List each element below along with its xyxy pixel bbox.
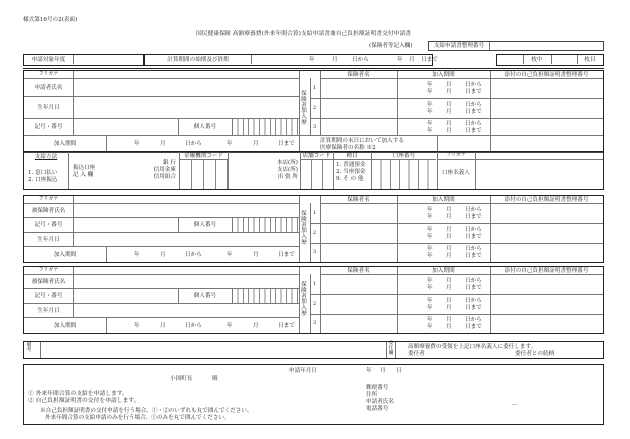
enroll-period-label: 加入期間 (53, 252, 77, 258)
i2r1-d2: 日まで (465, 285, 482, 291)
enroll-period-label: 加入期間 (53, 141, 77, 147)
i1r2-m2: 月 (446, 234, 452, 240)
insured1-name-field[interactable] (74, 204, 298, 217)
hr2-m2: 月 (446, 109, 452, 115)
fiscal-year-field[interactable] (74, 55, 142, 64)
branch-type-office[interactable]: 出 張 所 (277, 174, 298, 180)
holder-furigana-label: フリガナ (446, 152, 466, 158)
hr2-y1: 年 (427, 102, 433, 108)
account-type-label: 種目 (346, 153, 358, 159)
cert-col-header: 添付の自己負担額証明書整理番号 (504, 197, 589, 203)
transfer-account-label-1: 振込口座 (73, 165, 96, 171)
account-holder-label: 口座名義人 (442, 170, 470, 176)
i1r1-m2: 月 (446, 214, 452, 220)
cert-col-header: 添付の自己負担額証明書整理番号 (504, 268, 589, 274)
application-date-year: 年 (366, 368, 372, 374)
institution-code-field[interactable] (180, 160, 228, 189)
ep-to-month: 月 (253, 141, 259, 147)
i2r2-m1: 月 (446, 298, 452, 304)
branch-code-label: 店舗コード (302, 153, 331, 159)
note-line-2: 外来年間合算の支給申請のみを行う場合、①のみを丸で囲んでください。 (45, 415, 230, 421)
insured-name-label: 被保険者氏名 (31, 208, 66, 214)
insured1-furigana-field[interactable] (74, 196, 298, 203)
divider (24, 135, 299, 136)
bank-type-credit-union[interactable]: 信用組合 (153, 174, 176, 180)
applicant-personal-no-field[interactable] (233, 119, 298, 135)
insured1-symbol-field[interactable] (74, 218, 178, 232)
history-row-no: 3 (313, 124, 317, 130)
divider (310, 78, 311, 136)
ep-from-year: 年 (134, 323, 140, 329)
history-row-no: 3 (313, 320, 317, 326)
i1r2-m1: 月 (446, 227, 452, 233)
hr1-m2: 月 (446, 89, 452, 95)
payment-option-transfer[interactable]: 2. 口座振込 (28, 177, 58, 183)
ep-from-year: 年 (134, 141, 140, 147)
payment-option-counter[interactable]: 1. 窓口払い (28, 170, 58, 176)
branch-type-main[interactable]: 本店(所) (276, 160, 298, 166)
receipt-number-box (428, 41, 604, 51)
history-row-no: 3 (313, 249, 317, 255)
calc-period-label: 計算期間の始期及び終期 (167, 57, 229, 63)
i2r2-y1: 年 (427, 298, 433, 304)
address-label: 住所 (366, 392, 378, 398)
i2r1-y2: 年 (427, 285, 433, 291)
transfer-account-label-2: 記 入 欄 (73, 172, 94, 178)
hr2-d2: 日まで (465, 109, 482, 115)
ep-from-day: 日から (185, 323, 202, 329)
insurer-col-header: 保険者名 (347, 72, 370, 78)
period-col-header: 加入期間 (432, 268, 455, 274)
remarks-field[interactable] (41, 342, 385, 358)
divider (310, 314, 603, 315)
sheet-index-label: 枚目 (584, 57, 596, 63)
bank-type-shinkin[interactable]: 信用金庫 (153, 167, 176, 173)
i1r3-d1: 日から (465, 246, 482, 252)
divider (24, 246, 299, 247)
history-side-label: 保険者加入歴 (301, 282, 307, 317)
ep-to-year: 年 (227, 323, 233, 329)
divider (310, 294, 603, 295)
period-from-day: 日から (352, 57, 369, 63)
section-divider (23, 68, 604, 69)
furigana-label: フリガナ (38, 71, 59, 77)
phone-label: 電話番号 (366, 406, 389, 412)
personal-no-label: 個人番号 (193, 293, 217, 299)
divider (490, 196, 491, 262)
bank-type-bank[interactable]: 銀 行 (163, 160, 176, 166)
i2r3-d2: 日まで (465, 324, 482, 330)
honorific: 殿 (212, 376, 218, 382)
divider (106, 135, 107, 151)
account-type-ordinary[interactable]: 1. 普通預金 (336, 162, 366, 168)
divider (310, 243, 603, 244)
account-number-label: 口座番号 (392, 153, 416, 159)
history-row-no: 1 (313, 281, 317, 287)
apply-item-1[interactable]: ① 外来年間合算の支給を申請します。 (28, 391, 128, 397)
ep-to-month: 月 (253, 323, 259, 329)
applicant-dob-label: 生年月日 (37, 105, 60, 111)
furigana-label: フリガナ (38, 196, 59, 202)
address-field[interactable] (392, 391, 592, 398)
branch-code-field[interactable] (301, 160, 333, 189)
hr3-m1: 月 (446, 121, 452, 127)
divider (320, 71, 321, 136)
divider (228, 152, 229, 189)
i1r1-d2: 日まで (465, 214, 482, 220)
end-insurer-name-field[interactable] (438, 136, 603, 151)
period-to-month: 月 (409, 57, 415, 63)
hr2-y2: 年 (427, 109, 433, 115)
divider (310, 203, 311, 262)
hr3-m2: 月 (446, 128, 452, 134)
insurer-col-header: 保険者名 (347, 268, 370, 274)
ep-from-day: 日から (185, 252, 202, 258)
end-insurer-note-1: 計算期間の末日において加入する (320, 138, 404, 144)
form-number: 様式第16号の2(表面) (23, 17, 78, 23)
i1r1-m1: 月 (446, 207, 452, 213)
applicant-name-footer-label: 申請者氏名 (366, 399, 394, 405)
calc-period-box (144, 54, 438, 66)
applicant-symbol-field[interactable] (74, 119, 178, 135)
hr3-y2: 年 (427, 128, 433, 134)
ep-from-month: 月 (160, 323, 166, 329)
divider (310, 223, 603, 224)
delegator-label: 委任者 (408, 351, 425, 357)
delegation-label: 委任欄 (388, 341, 394, 356)
enroll-period-label: 加入期間 (53, 323, 77, 329)
sheet-index-field[interactable] (552, 55, 577, 64)
i1r3-y2: 年 (427, 253, 433, 259)
history-side-label: 保険者加入歴 (301, 91, 307, 126)
account-number-field[interactable] (372, 160, 437, 189)
note-line-1: ※自己負担額証明書の交付申請を行う場合、①・②のいずれも丸で囲んでください。 (40, 408, 253, 414)
hr1-m1: 月 (446, 82, 452, 88)
i1r2-d1: 日から (465, 227, 482, 233)
payment-method-label: 支給方法 (34, 154, 58, 160)
application-date-day: 日 (396, 368, 402, 374)
form-title: 国民健康保険 高額療養費(外来年間合算)支給申請書兼自己負担額証明書交付申請書 (196, 31, 412, 37)
ep-from-year: 年 (134, 252, 140, 258)
holder-furigana-field[interactable] (476, 152, 603, 159)
sheet-total-field[interactable] (497, 55, 523, 64)
applicant-name-field[interactable] (74, 79, 298, 96)
ep-to-year: 年 (227, 252, 233, 258)
applicant-dob-field[interactable] (74, 97, 298, 118)
i2r2-d1: 日から (465, 298, 482, 304)
institution-code-label: 金融機関コード (183, 153, 224, 159)
i2r1-d1: 日から (465, 278, 482, 284)
i1r1-y2: 年 (427, 214, 433, 220)
period-from-month: 月 (332, 57, 338, 63)
divider (310, 98, 603, 99)
i1r2-y1: 年 (427, 227, 433, 233)
insured-dob-label: 生年月日 (37, 308, 60, 314)
divider (490, 267, 491, 333)
account-type-current[interactable]: 2. 当座預金 (336, 169, 366, 175)
fiscal-year-box (23, 54, 144, 66)
personal-no-label: 個人番号 (193, 124, 217, 130)
hr3-y1: 年 (427, 121, 433, 127)
i1r1-y1: 年 (427, 207, 433, 213)
fiscal-year-label: 申請対象年度 (31, 57, 66, 63)
insured2-personal-no-field[interactable] (233, 289, 298, 303)
divider (320, 196, 321, 262)
hr3-d1: 日から (465, 121, 482, 127)
ep-to-year: 年 (227, 141, 233, 147)
ep-to-day: 日まで (278, 141, 295, 147)
period-col-header: 加入期間 (432, 72, 455, 78)
cert-col-header: 添付の自己負担額証明書整理番号 (504, 72, 589, 78)
divider (320, 267, 321, 333)
history-side-label: 保険者加入歴 (301, 211, 307, 246)
divider (106, 246, 107, 262)
ep-from-month: 月 (160, 141, 166, 147)
insured2-symbol-field[interactable] (74, 289, 178, 303)
end-insurer-note-2: 医療保険者の名称 ※2 (320, 145, 376, 151)
receipt-number-label: 支給申請書整理番号 (433, 43, 485, 49)
postal-dash: — (512, 402, 518, 408)
insurer-note: (保険者等記入欄) (369, 43, 413, 49)
i1r3-m2: 月 (446, 253, 452, 259)
insured2-furigana-field[interactable] (74, 267, 298, 274)
apply-item-2[interactable]: ② 自己負担額証明書の交付を申請します。 (28, 398, 140, 404)
phone-field[interactable] (392, 405, 592, 412)
remarks-label: 備考 (26, 342, 32, 354)
applicant-name-label: 申請者氏名 (34, 85, 63, 91)
insured1-personal-no-field[interactable] (233, 218, 298, 232)
i1r2-y2: 年 (427, 234, 433, 240)
period-to-year: 年 (397, 57, 403, 63)
divider (310, 118, 603, 119)
i2r2-m2: 月 (446, 305, 452, 311)
i2r3-m1: 月 (446, 317, 452, 323)
i1r3-y1: 年 (427, 246, 433, 252)
delegator-field[interactable] (426, 350, 511, 357)
i1r3-m1: 月 (446, 246, 452, 252)
i2r3-y1: 年 (427, 317, 433, 323)
divider (24, 317, 299, 318)
applicant-symbol-label: 記号・番号 (34, 124, 63, 130)
ep-to-month: 月 (253, 252, 259, 258)
relation-label: 委任者との続柄 (515, 351, 555, 357)
addressee: 小国町長 (170, 376, 193, 382)
hr3-d2: 日まで (465, 128, 482, 134)
history-row-no: 2 (313, 230, 317, 236)
hr1-d2: 日まで (465, 89, 482, 95)
divider (397, 196, 398, 262)
history-row-no: 1 (313, 85, 317, 91)
i2r3-m2: 月 (446, 324, 452, 330)
hr1-y2: 年 (427, 89, 433, 95)
period-col-header: 加入期間 (432, 197, 455, 203)
personal-no-label: 個人番号 (193, 222, 217, 228)
i2r2-d2: 日まで (465, 305, 482, 311)
hr2-m1: 月 (446, 102, 452, 108)
ep-to-day: 日まで (278, 323, 295, 329)
history-row-no: 1 (313, 210, 317, 216)
i1r3-d2: 日まで (465, 253, 482, 259)
hr1-y1: 年 (427, 82, 433, 88)
divider (68, 152, 69, 189)
divider (397, 71, 398, 136)
history-row-no: 2 (313, 105, 317, 111)
period-to-day: 日まで (421, 57, 438, 63)
applicant-name-footer-field[interactable] (395, 398, 505, 405)
branch-type-branch[interactable]: 支店(所) (276, 167, 298, 173)
postal-code-field[interactable] (392, 384, 492, 391)
insured-symbol-label: 記号・番号 (34, 293, 63, 299)
hr1-d1: 日から (465, 82, 482, 88)
i2r1-m2: 月 (446, 285, 452, 291)
account-holder-field[interactable] (476, 160, 603, 189)
i2r2-y2: 年 (427, 305, 433, 311)
sheet-count-box (496, 54, 604, 66)
receipt-number-field[interactable] (490, 42, 602, 50)
delegation-text: 高額療養費の受領を上記口座名義人に委任します。 (408, 344, 537, 350)
application-date-label: 申請年月日 (289, 368, 317, 374)
postal-code-label: 郵便番号 (366, 385, 389, 391)
divider (397, 267, 398, 333)
history-row-no: 2 (313, 301, 317, 307)
ep-from-day: 日から (185, 141, 202, 147)
insured-name-label: 被保険者氏名 (31, 279, 66, 285)
i1r1-d1: 日から (465, 207, 482, 213)
insured2-name-field[interactable] (74, 275, 298, 288)
application-date-month: 月 (380, 368, 386, 374)
i2r3-d1: 日から (465, 317, 482, 323)
i2r3-y2: 年 (427, 324, 433, 330)
divider (106, 317, 107, 333)
divider (310, 274, 311, 333)
period-from-year: 年 (309, 57, 315, 63)
insured-dob-label: 生年月日 (37, 237, 60, 243)
divider (395, 342, 396, 358)
account-type-other[interactable]: 9. そ の 他 (336, 176, 364, 182)
ep-to-day: 日まで (278, 252, 295, 258)
i2r1-y1: 年 (427, 278, 433, 284)
furigana-label: フリガナ (38, 267, 59, 273)
insurer-col-header: 保険者名 (347, 197, 370, 203)
applicant-furigana-field[interactable] (74, 71, 298, 78)
insured2-dob-field[interactable] (74, 304, 298, 317)
i1r2-d2: 日まで (465, 234, 482, 240)
hr2-d1: 日から (465, 102, 482, 108)
insured-symbol-label: 記号・番号 (34, 222, 63, 228)
ep-from-month: 月 (160, 252, 166, 258)
sheet-total-label: 枚中 (531, 57, 543, 63)
i2r1-m1: 月 (446, 278, 452, 284)
divider (251, 55, 252, 64)
insured1-dob-field[interactable] (74, 233, 298, 246)
